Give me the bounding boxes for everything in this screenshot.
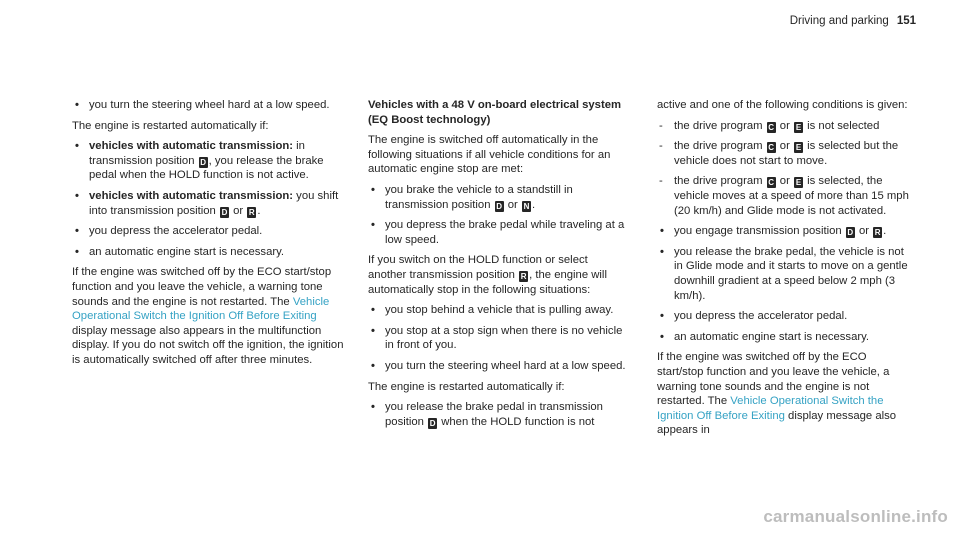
page-number: 151 [896, 15, 916, 27]
paragraph: The engine is restarted automatically if: [72, 119, 269, 132]
drive-key-icon: D [429, 418, 436, 428]
eco-key-icon: E [795, 122, 802, 132]
paragraph: If the engine was switched off by the ECO start/stop function and you leave the vehicle, a warning tone sounds and the engine is not restarted. The Vehicle Operational Switch the Ignition Off Before Exiting display message also appears in the multifunction display. If you do not switch off the ignition, the ignition is automatically switched off after three minutes. [72, 266, 344, 366]
paragraph: The engine is restarted automatically if: [368, 380, 565, 393]
display-message-link[interactable]: Vehicle Operational Switch the Ignition Off Before Exiting [72, 295, 330, 323]
paragraph: active and one of the following conditions is given: [657, 99, 908, 111]
reverse-key-icon: R [520, 271, 527, 281]
list-item: • you depress the accelerator pedal. [72, 224, 354, 239]
section-heading: Vehicles with a 48 V on-board electrical system (EQ Boost technology) [368, 99, 622, 126]
column-middle [368, 98, 626, 435]
list-item: - the drive program C or E is selected but the vehicle does not start to move. [657, 139, 913, 168]
page-header [790, 14, 916, 29]
comfort-key-icon: C [768, 122, 775, 132]
list-item: • you turn the steering wheel hard at a low speed. [72, 98, 354, 113]
display-message-link[interactable]: Vehicle Operational Switch the Ignition Off Before Exiting [657, 395, 884, 422]
eco-key-icon: E [795, 178, 802, 188]
list-item: • an automatic engine start is necessary. [657, 330, 913, 345]
paragraph: If you switch on the HOLD function or select another transmission position R , the engine will automatically stop in the following situations: [368, 254, 607, 296]
list-item: • an automatic engine start is necessary. [72, 245, 354, 260]
list-item: - the drive program C or E is not selected [657, 119, 913, 134]
column-right [657, 98, 913, 444]
paragraph: If the engine was switched off by the ECO start/stop function and you leave the vehicle, a warning tone sounds and the engine is not restarted. The Vehicle Operational Switch the Ignition Off Before Exiting display message also appears in [657, 351, 897, 437]
drive-key-icon: D [847, 228, 854, 238]
list-item: • you depress the accelerator pedal. [657, 309, 913, 324]
drive-key-icon: D [221, 207, 228, 217]
section-title: Driving and parking [789, 15, 889, 27]
list-item: • you stop behind a vehicle that is pulling away. [368, 303, 626, 318]
list-item: - the drive program C or E is selected, the vehicle moves at a speed of more than 15 mph (20 km/h) and Glide mode is not activated. [657, 174, 913, 218]
comfort-key-icon: C [768, 178, 775, 188]
drive-key-icon: D [200, 157, 207, 167]
list-item: • you turn the steering wheel hard at a low speed. [368, 359, 626, 374]
reverse-key-icon: R [874, 228, 881, 238]
drive-key-icon: D [496, 201, 503, 211]
list-item: • vehicles with automatic transmission: you shift into transmission position D or R . [72, 189, 354, 218]
list-item: • you stop at a stop sign when there is no vehicle in front of you. [368, 324, 626, 353]
list-item: • vehicles with automatic transmission: in transmission position D , you release the brake pedal when the HOLD function is not active. [72, 139, 354, 183]
list-item: • you depress the brake pedal while traveling at a low speed. [368, 218, 626, 247]
paragraph: The engine is switched off automatically in the following situations if all vehicle conditions for an automatic engine stop are met: [368, 134, 611, 176]
eco-key-icon: E [795, 143, 802, 153]
column-left [72, 98, 354, 374]
list-item: • you engage transmission position D or R . [657, 224, 913, 239]
reverse-key-icon: R [248, 207, 255, 217]
list-item: • you brake the vehicle to a standstill in transmission position D or N . [368, 183, 626, 212]
list-item: • you release the brake pedal in transmission position D when the HOLD function is not [368, 400, 626, 429]
list-item: • you release the brake pedal, the vehicle is not in Glide mode and it starts to move on a gentle downhill gradient at a speed below 2 mph (3 km/h). [657, 245, 913, 303]
comfort-key-icon: C [768, 143, 775, 153]
watermark: carmanualsonline.info [763, 507, 948, 527]
neutral-key-icon: N [523, 201, 530, 211]
